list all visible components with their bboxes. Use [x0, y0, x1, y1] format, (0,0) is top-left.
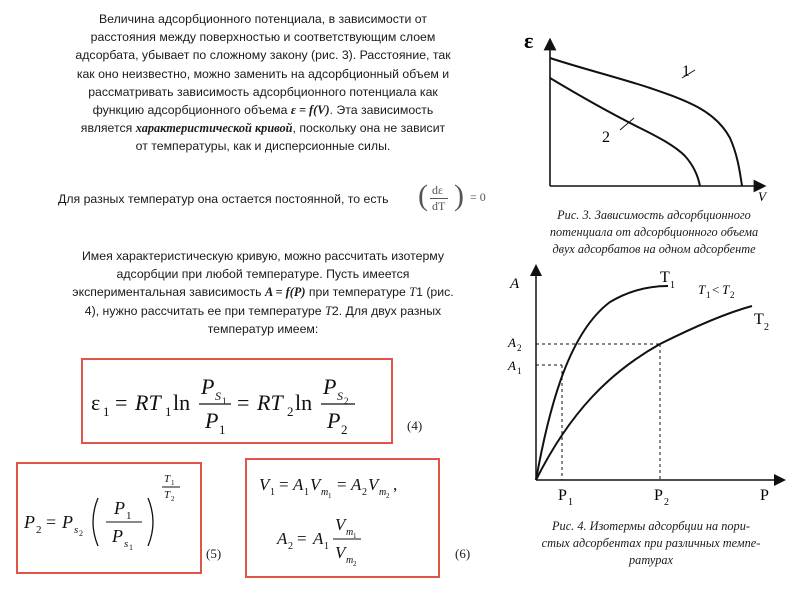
fig4-a2-label: A	[508, 335, 516, 350]
fig3-caption-line1: Рис. 3. Зависимость адсорбционного	[557, 208, 751, 222]
eq4-equals2: =	[237, 390, 250, 415]
eq6-v1: V	[259, 475, 270, 494]
fig4-p1-label: P	[558, 487, 567, 504]
fig3-curve-2	[550, 78, 700, 186]
eq5-paren-right	[148, 498, 153, 546]
para3-line3-tail: (рис.	[422, 285, 454, 300]
eq5-p1: P	[114, 498, 125, 518]
eq4-p2-sub: 2	[341, 422, 348, 437]
temp-t1-sub: 1	[416, 285, 423, 300]
eq4-p1-sub: 1	[219, 422, 226, 437]
equation-5-number: (5)	[206, 546, 222, 561]
fig4-caption-line2: стых адсорбентах при различных темпе-	[541, 536, 761, 550]
fig4-caption-line1: Рис. 4. Изотермы адсорбции на пори-	[552, 519, 750, 533]
formula-a-fp: A = f(P)	[264, 285, 306, 300]
eq6-a2-sub: 2	[362, 487, 367, 498]
fig3-x-label: V	[758, 189, 766, 204]
eq4-p2: P	[327, 408, 341, 433]
fig4-caption-line3: ратурах	[629, 553, 673, 567]
fig4-t2-sub: 2	[764, 322, 769, 333]
eq5-exp-t1: T	[164, 473, 171, 485]
para2-text: Для разных температур она остается постоянной, то есть	[58, 192, 389, 206]
eq6-vm1-sub: m	[321, 487, 329, 498]
fig4-cond-t2-sub: 2	[730, 290, 735, 300]
para3-line4	[28, 302, 498, 320]
eq6-eq1: =	[279, 475, 289, 494]
equation-6-box	[245, 458, 440, 578]
para1-line8: от температуры, как и дисперсионные силы.	[135, 139, 391, 154]
figure-3-characteristic-curves	[510, 18, 790, 204]
equation-4-svg	[83, 360, 391, 442]
equation-4-number: (4)	[407, 418, 423, 433]
eq6-frac-num: V	[335, 515, 346, 534]
fig4-p2-sub: 2	[664, 497, 669, 508]
eq5-ps2-subsub: 2	[79, 529, 83, 538]
eq4-ps2: P	[323, 374, 337, 399]
paragraph-characteristic-curve	[28, 10, 498, 156]
para1-line5: рассматривать зависимость адсорбционного потенциала как	[88, 84, 438, 99]
para1-line6-text: функцию адсорбционного объема	[92, 103, 291, 118]
para1-line7-tail: , поскольку она не зависит	[292, 121, 446, 136]
fig3-curve-1	[550, 58, 742, 186]
para1-line7	[28, 119, 498, 137]
eq4-rt1: RT	[135, 390, 161, 415]
eq6-a1-line2-sub: 1	[324, 541, 329, 552]
eq5-equals: =	[46, 512, 57, 532]
equation-6-number: (6)	[455, 546, 471, 561]
eq5-ps1: P	[112, 526, 123, 546]
para3-line3	[28, 283, 498, 301]
paren-left: (	[418, 179, 428, 212]
para3-line3-mid: при температуре	[305, 285, 410, 300]
eq6-eq3: =	[297, 529, 307, 548]
fig4-isotherm-t1	[536, 286, 668, 480]
eq6-vm1-subsub: 1	[328, 492, 332, 500]
eq6-a2-line2-sub: 2	[288, 541, 293, 552]
eq6-vm2: V	[368, 475, 379, 494]
equation-5-svg	[18, 464, 200, 572]
eq4-ps2-sub: S	[337, 389, 343, 403]
eq5-p2: P	[24, 512, 35, 532]
eq4-ps2-subsub: 2	[344, 396, 349, 406]
paren-right: )	[454, 179, 464, 212]
formula-eps-fv: ε = f(V)	[290, 103, 330, 118]
eq6-frac-den-sub: m	[346, 555, 354, 566]
fig4-a2-sub: 2	[517, 343, 522, 353]
eq6-a1-line2: A	[313, 529, 324, 548]
eq5-paren-left	[93, 498, 98, 546]
eq6-vm1: V	[310, 475, 321, 494]
equation-4-box	[81, 358, 393, 444]
eq6-v1-sub: 1	[270, 487, 275, 498]
eq5-ps2-sub: s	[74, 524, 79, 536]
eq5-p2-sub: 2	[36, 524, 42, 536]
para3-line4-text: 4), нужно рассчитать ее при температуре	[84, 303, 325, 318]
para3-line3-text: экспериментальная зависимость	[72, 285, 265, 300]
eq4-ln2: ln	[295, 390, 313, 415]
fig3-caption-line2: потенциала от адсорбционного объема	[549, 225, 759, 239]
eq5-ps2: P	[62, 512, 73, 532]
equation-5-box	[16, 462, 202, 574]
eq4-ln1: ln	[173, 390, 191, 415]
eq4-eps-sub: 1	[103, 404, 110, 419]
eq6-eq2: =	[337, 475, 347, 494]
eq6-a2: A	[351, 475, 362, 494]
equation-6-svg	[247, 460, 438, 576]
figure-4-caption	[510, 518, 792, 569]
derivative-numerator: dε	[432, 183, 444, 197]
fig4-cond-lt: <	[712, 282, 720, 297]
eq6-frac-den: V	[335, 543, 346, 562]
paragraph-constant-temperature	[58, 190, 438, 208]
eq6-a1-sub: 1	[304, 487, 309, 498]
eq4-t2-sub: 2	[287, 404, 294, 419]
eq6-vm2-sub: m	[379, 487, 387, 498]
fig4-t1-sub: 1	[670, 280, 675, 291]
eq4-eps: ε	[91, 390, 101, 415]
fig4-cond-t2: T	[722, 282, 730, 297]
fig3-curve-2-label: 2	[602, 129, 610, 146]
para1-line6-tail: . Эта зависимость	[329, 103, 434, 118]
temp-t1: T	[409, 285, 417, 300]
fig4-a1-label: A	[508, 358, 516, 373]
para1-line4: как оно неизвестно, можно заменить на адсорбционный объем и	[76, 66, 450, 81]
para3-line4-tail: . Для двух разных	[338, 303, 442, 318]
eq4-rt2: RT	[257, 390, 283, 415]
eq4-ps1: P	[201, 374, 215, 399]
temp-t2: T	[324, 303, 332, 318]
fig3-caption-line3: двух адсорбатов на одном адсорбенте	[552, 242, 756, 256]
para3-line1: Имея характеристическую кривую, можно рассчитать изотерму	[81, 249, 445, 263]
para1-line1: Величина адсорбционного потенциала, в зависимости от	[98, 12, 428, 26]
derivative-denominator: dT	[432, 199, 446, 213]
para1-line3: адсорбата, убывает по сложному закону (рис. 3). Расстояние, так	[75, 48, 451, 63]
fig4-t1-label: T	[660, 269, 670, 286]
eq6-frac-num-subsub: 1	[353, 532, 357, 540]
fig3-y-label: ε	[524, 28, 534, 53]
derivative-rhs: = 0	[470, 190, 486, 204]
fig4-cond-t1-sub: 1	[706, 290, 711, 300]
para1-line7-text: является	[80, 121, 136, 136]
fig3-curve-1-label: 1	[682, 63, 690, 80]
paragraph-isotherm-calculation	[28, 247, 498, 338]
fig4-a1-sub: 1	[517, 366, 522, 376]
inline-derivative-formula	[418, 180, 508, 216]
eq4-equals1: =	[115, 390, 128, 415]
para1-line6	[28, 101, 498, 119]
figure-3-caption	[518, 207, 790, 258]
figure-4-adsorption-isotherms	[500, 262, 796, 514]
eq6-frac-den-subsub: 2	[353, 560, 357, 568]
fig4-p1-sub: 1	[568, 497, 573, 508]
para1-line2: расстояния между поверхностью и соответствующим слоем	[90, 30, 436, 45]
eq4-t1-sub: 1	[165, 404, 172, 419]
eq6-a2-line2: A	[277, 529, 288, 548]
eq4-ps1-subsub: 1	[222, 396, 227, 406]
temp-t2-sub: 2	[331, 303, 339, 318]
fig4-t2-label: T	[754, 311, 764, 328]
eq4-ps1-sub: S	[215, 389, 221, 403]
eq6-vm2-subsub: 2	[386, 492, 390, 500]
fig4-x-label: P	[760, 487, 769, 504]
eq5-exp-t2-sub: 2	[171, 495, 175, 503]
eq4-p1: P	[205, 408, 219, 433]
fig4-p2-label: P	[654, 487, 663, 504]
fig4-isotherm-t2	[536, 306, 752, 480]
para3-line2: адсорбции при любой температуре. Пусть имеется	[116, 267, 410, 282]
eq5-exp-t2: T	[164, 489, 171, 501]
eq5-ps1-sub: s	[124, 538, 129, 550]
fig4-cond-t1: T	[698, 282, 706, 297]
eq5-ps1-subsub: 1	[129, 543, 133, 552]
eq6-frac-num-sub: m	[346, 527, 354, 538]
term-characteristic-curve: характеристической кривой	[135, 121, 293, 136]
eq6-comma: ,	[393, 475, 398, 494]
para3-line5: температур имеем:	[207, 321, 319, 336]
fig4-y-label: A	[510, 276, 520, 292]
eq5-exp-t1-sub: 1	[171, 479, 175, 487]
fig4-condition	[698, 282, 735, 300]
eq5-p1-sub: 1	[126, 510, 132, 522]
eq6-a1: A	[293, 475, 304, 494]
